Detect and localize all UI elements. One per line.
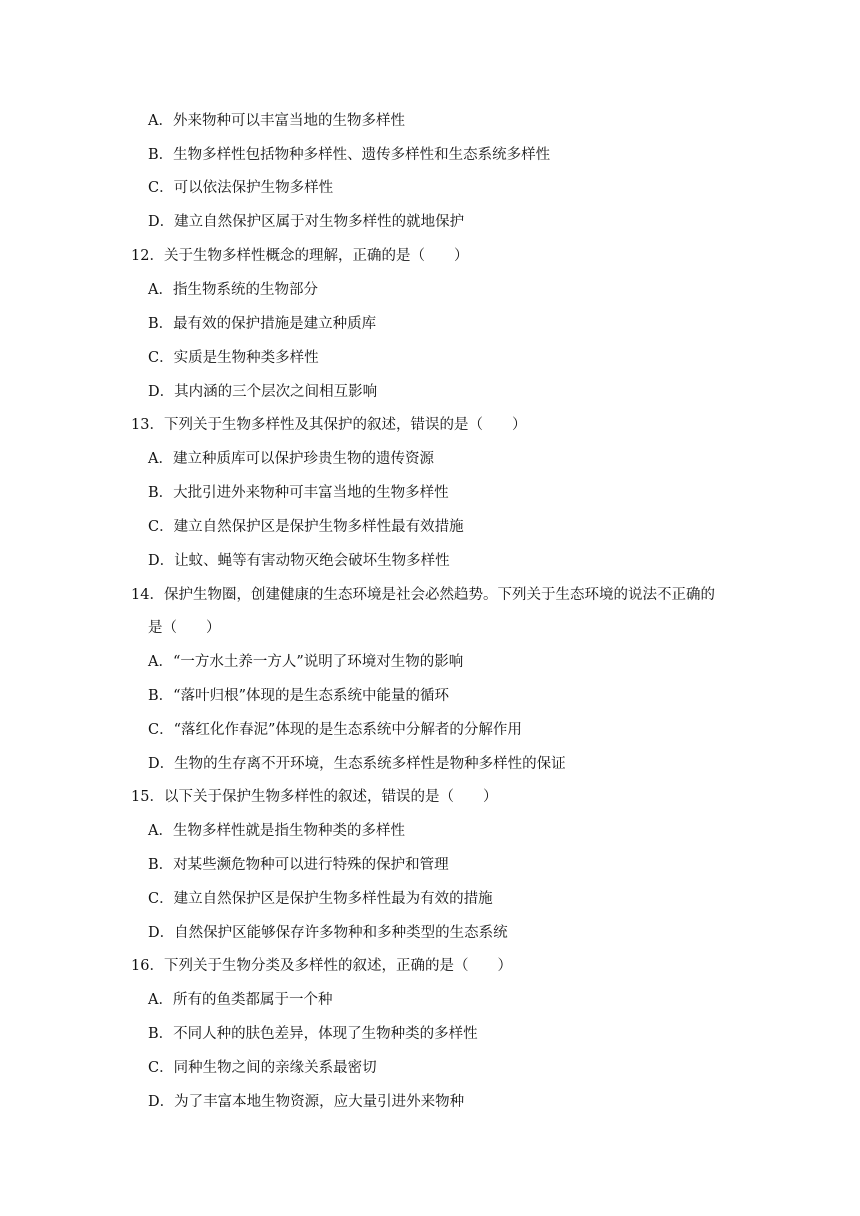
q15-option-b: B．对某些濒危物种可以进行特殊的保护和管理 <box>148 857 449 873</box>
q13-option-c: C．建立自然保护区是保护生物多样性最有效措施 <box>148 519 464 535</box>
q16-stem: 16．下列关于生物分类及多样性的叙述，正确的是（ ） <box>131 958 512 974</box>
q16-option-c: C．同种生物之间的亲缘关系最密切 <box>148 1060 377 1076</box>
q11-option-d: D．建立自然保护区属于对生物多样性的就地保护 <box>148 214 465 230</box>
q15-option-a: A．生物多样性就是指生物种类的多样性 <box>148 823 405 839</box>
q14-option-d: D．生物的生存离不开环境，生态系统多样性是物种多样性的保证 <box>148 756 566 772</box>
q15-option-c: C．建立自然保护区是保护生物多样性最为有效的措施 <box>148 891 493 907</box>
q16-option-a: A．所有的鱼类都属于一个种 <box>148 992 333 1008</box>
q15-option-d: D．自然保护区能够保存许多物种和多种类型的生态系统 <box>148 925 508 941</box>
q12-stem: 12．关于生物多样性概念的理解，正确的是（ ） <box>131 248 469 264</box>
q13-stem: 13．下列关于生物多样性及其保护的叙述，错误的是（ ） <box>131 417 527 433</box>
q13-option-d: D．让蚊、蝇等有害动物灭绝会破坏生物多样性 <box>148 553 450 569</box>
q14-option-c: C．“落红化作春泥”体现的是生态系统中分解者的分解作用 <box>148 722 522 738</box>
q11-option-c: C．可以依法保护生物多样性 <box>148 180 334 196</box>
q11-option-a: A．外来物种可以丰富当地的生物多样性 <box>148 113 405 129</box>
q14-option-a: A．“一方水土养一方人”说明了环境对生物的影响 <box>148 654 464 670</box>
q12-option-a: A．指生物系统的生物部分 <box>148 282 318 298</box>
q13-option-b: B．大批引进外来物种可丰富当地的生物多样性 <box>148 485 449 501</box>
q14-stem: 14．保护生物圈，创建健康的生态环境是社会必然趋势。下列关于生态环境的说法不正确的 <box>131 587 715 603</box>
q12-option-c: C．实质是生物种类多样性 <box>148 350 319 366</box>
q15-stem: 15．以下关于保护生物多样性的叙述，错误的是（ ） <box>131 789 498 805</box>
q13-option-a: A．建立种质库可以保护珍贵生物的遗传资源 <box>148 451 434 467</box>
q14-stem-continued: 是（ ） <box>148 620 221 636</box>
q16-option-b: B．不同人种的肤色差异，体现了生物种类的多样性 <box>148 1026 478 1042</box>
q16-option-d: D．为了丰富本地生物资源，应大量引进外来物种 <box>148 1094 465 1110</box>
q12-option-b: B．最有效的保护措施是建立种质库 <box>148 316 377 332</box>
q11-option-b: B．生物多样性包括物种多样性、遗传多样性和生态系统多样性 <box>148 147 551 163</box>
q12-option-d: D．其内涵的三个层次之间相互影响 <box>148 384 378 400</box>
q14-option-b: B．“落叶归根”体现的是生态系统中能量的循环 <box>148 688 449 704</box>
